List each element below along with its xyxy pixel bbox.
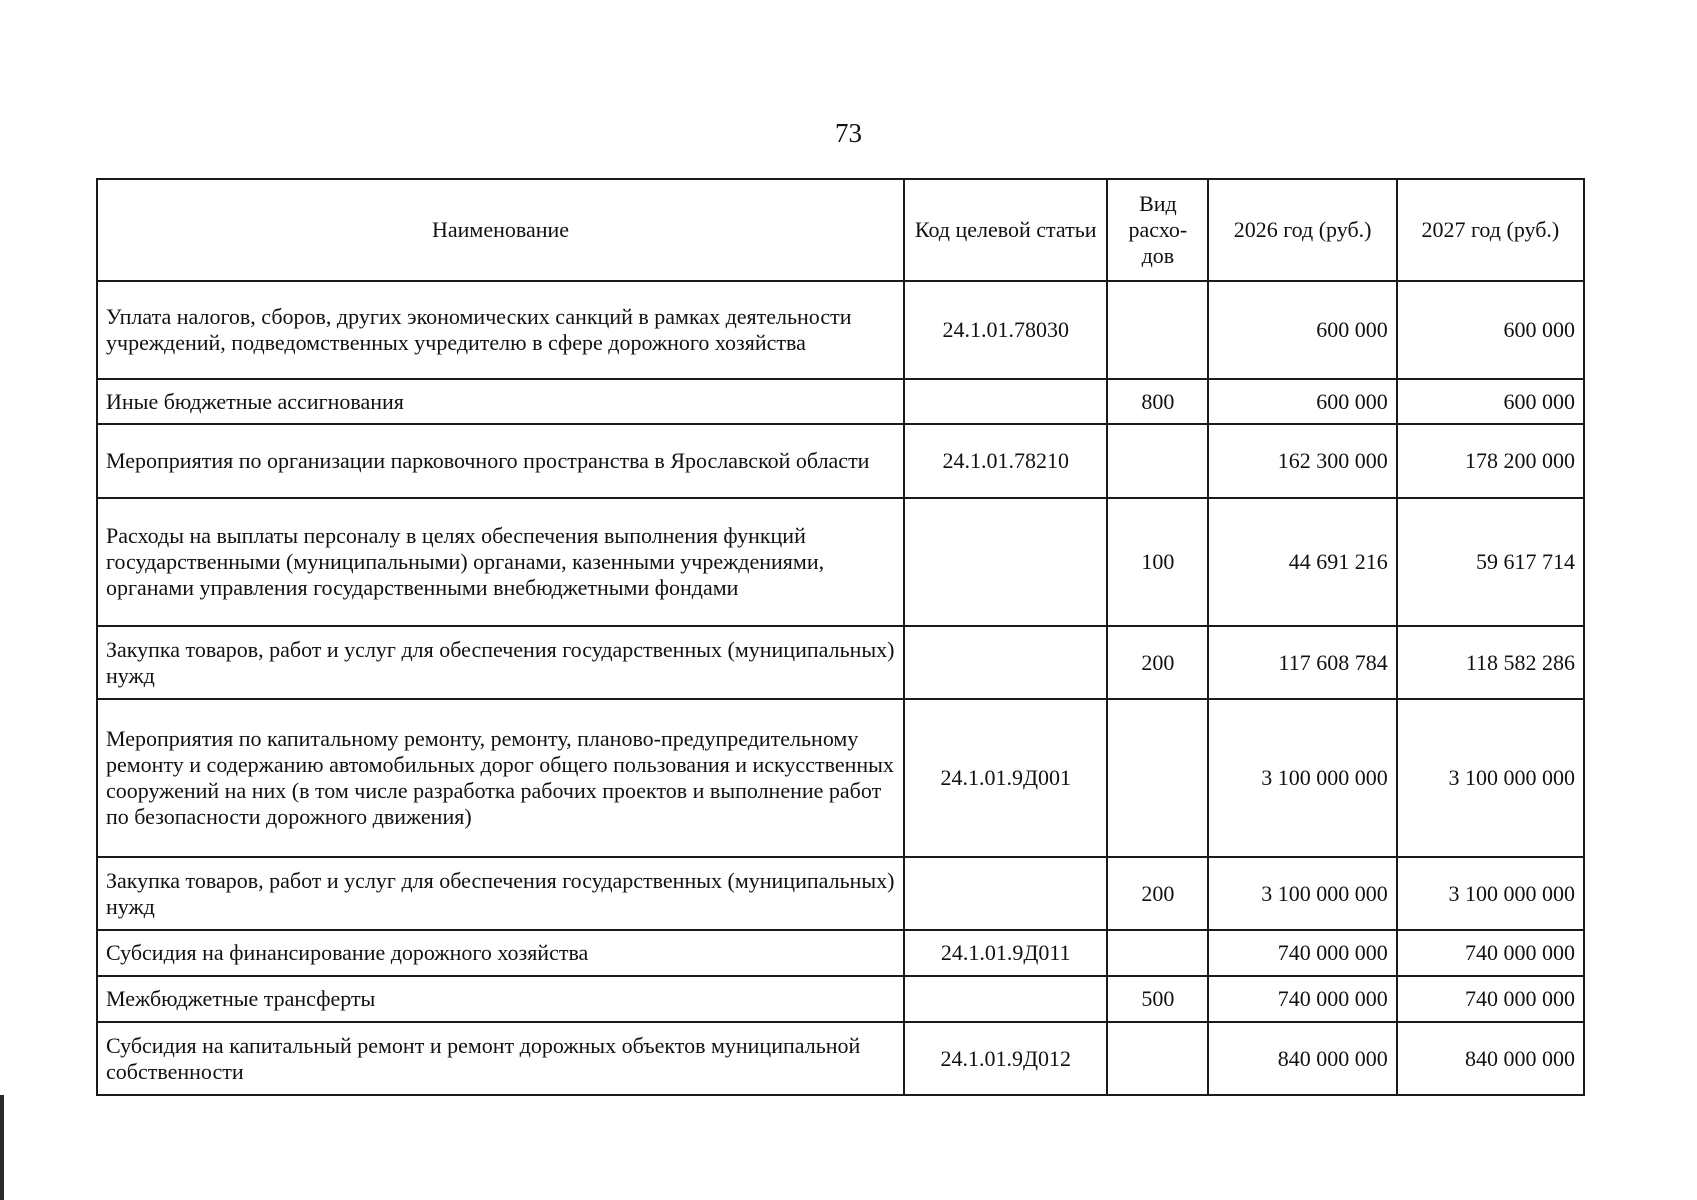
row-amount-2026: 162 300 000 [1208, 424, 1396, 498]
row-code: 24.1.01.78210 [904, 424, 1107, 498]
row-amount-2027: 600 000 [1397, 281, 1584, 379]
row-amount-2027: 118 582 286 [1397, 626, 1584, 699]
scan-edge-mark [0, 1095, 4, 1200]
table-row [97, 379, 1584, 424]
table-row [97, 424, 1584, 498]
row-code: 24.1.01.9Д012 [904, 1022, 1107, 1095]
row-amount-2026: 3 100 000 000 [1208, 857, 1396, 930]
row-name: Субсидия на финансирование дорожного хозяйства [97, 930, 904, 976]
row-vid: 500 [1107, 976, 1208, 1022]
row-name: Мероприятия по капитальному ремонту, ремонту, планово-предупредительному ремонту и содержанию автомобильных дорог общего пользования и искусственных сооружений на них (в том числе разработка рабочих проектов и выполнение работ по безопасности дорожного движения) [97, 699, 904, 857]
row-code [904, 857, 1107, 930]
row-code: 24.1.01.78030 [904, 281, 1107, 379]
budget-table [96, 178, 1585, 1096]
table-header-row [97, 179, 1584, 281]
row-amount-2026: 3 100 000 000 [1208, 699, 1396, 857]
row-amount-2026: 840 000 000 [1208, 1022, 1396, 1095]
row-code [904, 379, 1107, 424]
row-name: Расходы на выплаты персоналу в целях обеспечения выполнения функций государственными (муниципальными) органами, казенными учреждениями, органами управления государственными внебюджетными фондами [97, 498, 904, 626]
table-row [97, 857, 1584, 930]
row-vid: 800 [1107, 379, 1208, 424]
header-code: Код целевой статьи [904, 179, 1107, 281]
row-amount-2027: 3 100 000 000 [1397, 699, 1584, 857]
row-amount-2027: 740 000 000 [1397, 930, 1584, 976]
row-code [904, 498, 1107, 626]
row-vid [1107, 699, 1208, 857]
row-amount-2027: 59 617 714 [1397, 498, 1584, 626]
table-row [97, 930, 1584, 976]
row-name: Закупка товаров, работ и услуг для обеспечения государственных (муниципальных) нужд [97, 626, 904, 699]
row-amount-2027: 178 200 000 [1397, 424, 1584, 498]
header-year-2027: 2027 год (руб.) [1397, 179, 1584, 281]
row-code [904, 976, 1107, 1022]
row-amount-2026: 44 691 216 [1208, 498, 1396, 626]
row-vid [1107, 424, 1208, 498]
page-number: 73 [835, 118, 862, 148]
row-amount-2027: 3 100 000 000 [1397, 857, 1584, 930]
row-name: Мероприятия по организации парковочного пространства в Ярославской области [97, 424, 904, 498]
row-name: Субсидия на капитальный ремонт и ремонт дорожных объектов муниципальной собственности [97, 1022, 904, 1095]
table-row [97, 626, 1584, 699]
row-amount-2027: 600 000 [1397, 379, 1584, 424]
row-amount-2026: 117 608 784 [1208, 626, 1396, 699]
row-vid [1107, 1022, 1208, 1095]
header-year-2026: 2026 год (руб.) [1208, 179, 1396, 281]
row-amount-2027: 840 000 000 [1397, 1022, 1584, 1095]
table-row [97, 281, 1584, 379]
row-vid: 200 [1107, 626, 1208, 699]
table-row [97, 976, 1584, 1022]
table-row [97, 498, 1584, 626]
row-name: Уплата налогов, сборов, других экономических санкций в рамках деятельности учреждений, подведомственных учредителю в сфере дорожного хозяйства [97, 281, 904, 379]
row-code [904, 626, 1107, 699]
row-vid [1107, 930, 1208, 976]
row-amount-2026: 740 000 000 [1208, 930, 1396, 976]
row-name: Иные бюджетные ассигнования [97, 379, 904, 424]
row-code: 24.1.01.9Д011 [904, 930, 1107, 976]
row-amount-2026: 600 000 [1208, 379, 1396, 424]
row-vid: 100 [1107, 498, 1208, 626]
row-name: Закупка товаров, работ и услуг для обеспечения государственных (муниципальных) нужд [97, 857, 904, 930]
header-vid: Вид расхо-дов [1107, 179, 1208, 281]
row-vid [1107, 281, 1208, 379]
table-row [97, 699, 1584, 857]
row-amount-2026: 600 000 [1208, 281, 1396, 379]
row-amount-2027: 740 000 000 [1397, 976, 1584, 1022]
row-code: 24.1.01.9Д001 [904, 699, 1107, 857]
row-vid: 200 [1107, 857, 1208, 930]
row-name: Межбюджетные трансферты [97, 976, 904, 1022]
table-row [97, 1022, 1584, 1095]
row-amount-2026: 740 000 000 [1208, 976, 1396, 1022]
header-name: Наименование [97, 179, 904, 281]
